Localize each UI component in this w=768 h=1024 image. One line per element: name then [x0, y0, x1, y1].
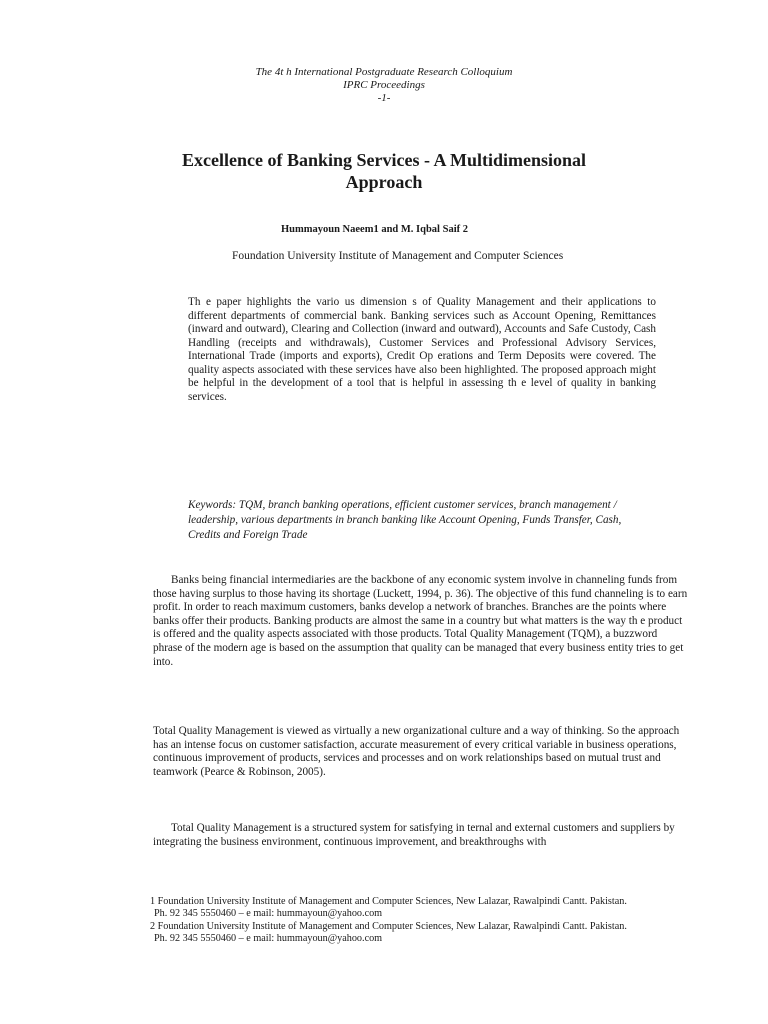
body-paragraph-2 [153, 725, 688, 779]
abstract-paragraph: Th e paper highlights the vario us dimension s of Quality Management and their applications to different departments of commercial bank. Banking services such as Account Opening, Remittances (inward and outward), Clearing and Collection (inward and outward), Accounts and Safe Custody, Cash Handling (receipts and withdrawals), Customer Services and Professional Advisory Services, International Trade (imports and exports), Credit Op erations and Term Deposits were covered. The quality aspects associated with these services have also been highlighted. The proposed approach might be helpful in the development of a tool that is helpful in assessing th e level of quality in banking services. [188, 296, 656, 403]
body-paragraph-1-text: Banks being financial intermediaries are the backbone of any economic system involve in channeling funds from those having surplus to those having its shortage (Luckett, 1994, p. 36). The objective of this fund channeling is to earn profit. In order to reach maximum customers, banks develop a network of branches. Branches are the points where banks offer their products. Banking products are almost the same in a country but what matters is the way th e product is offered and the quality aspects associated with those products. Total Quality Management (TQM), a buzzword phrase of the modern age is based on the assumption that quality can be managed that every business entity tries to get into. [153, 574, 688, 668]
page-number: -1- [377, 92, 391, 104]
footnote-1-contact: Ph. 92 345 5550460 – e mail: hummayoun@yahoo.com [154, 907, 383, 919]
footnote-2-contact: Ph. 92 345 5550460 – e mail: hummayoun@yahoo.com [154, 932, 383, 944]
footnote-2-address: 2 Foundation University Institute of Management and Computer Sciences, New Lalazar, Rawalpindi Cantt. Pakistan. [150, 921, 627, 932]
paper-authors: Hummayoun Naeem1 and M. Iqbal Saif 2 [281, 224, 468, 235]
footnote-2 [150, 921, 710, 944]
footnote-1 [150, 896, 710, 919]
body-paragraph-3 [153, 822, 688, 849]
paper-title-line-1: Excellence of Banking Services - A Multidimensional [182, 150, 586, 170]
proceedings-label: IPRC Proceedings [343, 79, 425, 91]
conference-name: The 4t h International Postgraduate Research Colloquium [255, 66, 513, 78]
keywords-paragraph: Keywords: TQM, branch banking operations, efficient customer services, branch management / leadership, various departments in branch banking like Account Opening, Funds Transfer, Cash, Credits and Foreign Trade [188, 499, 622, 541]
footnote-1-address: 1 Foundation University Institute of Management and Computer Sciences, New Lalazar, Rawalpindi Cantt. Pakistan. [150, 896, 627, 907]
author-affiliation: Foundation University Institute of Management and Computer Sciences [232, 250, 564, 262]
paper-title-line-2: Approach [345, 172, 423, 192]
paper-title [150, 149, 618, 193]
body-paragraph-1 [153, 574, 688, 669]
body-paragraph-2-text: Total Quality Management is viewed as virtually a new organizational culture and a way of thinking. So the approach has an intense focus on customer satisfaction, accurate measurement of every critical variable in business operations, continuous improvement of products, services and processes and on work relationships based on mutual trust and teamwork (Pearce & Robinson, 2005). [153, 725, 680, 778]
body-paragraph-3-text: Total Quality Management is a structured system for satisfying in ternal and external customers and suppliers by integrating the business environment, continuous improvement, and breakthroughs with [153, 822, 675, 848]
